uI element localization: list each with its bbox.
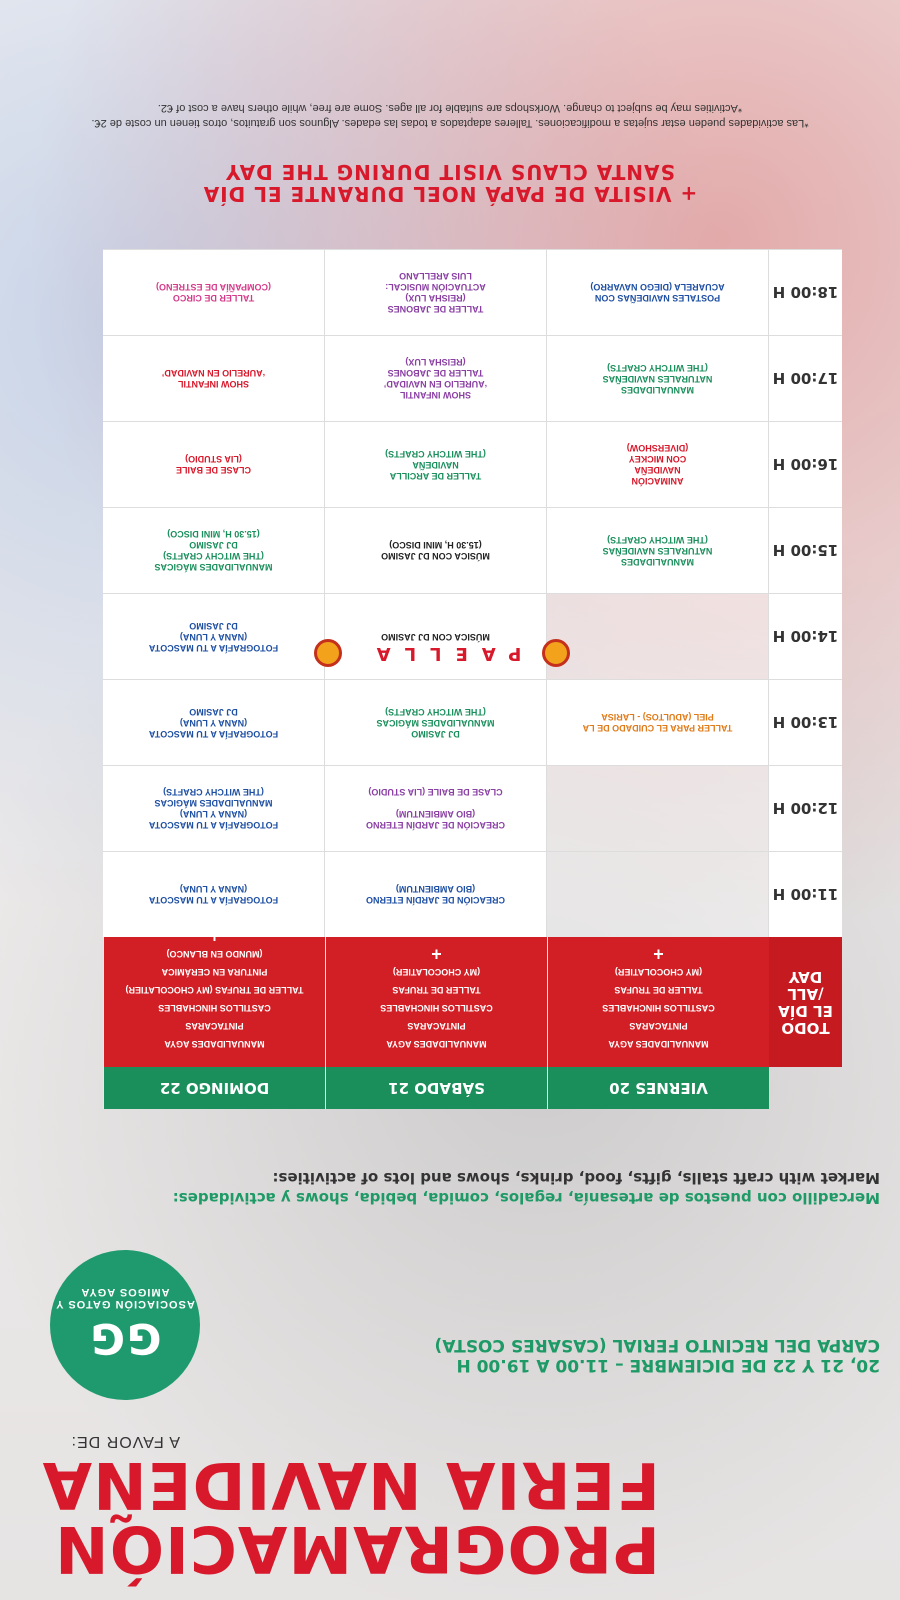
logo-ring-text: ASOCIACIÓN GATOS Y AMIGOS AGYA <box>55 1286 195 1311</box>
activity-text: TALLER DE JABONES (REISHA LUX) ACTUACIÓN MUSICAL: LUIS ARELLANO <box>385 271 486 315</box>
activity-text: FOTOGRAFÍA A TU MASCOTA (NANA Y LUNA) DJ JASIMO <box>148 621 279 653</box>
disclaimer-es: *Las actividades pueden estar sujetas a modificaciones. Talleres adaptados a todas las edades. Algunos son gratuitos, otros tienen un coste de 2€. <box>91 117 809 129</box>
allday-cell-sunday <box>103 937 325 1067</box>
schedule-row <box>57 421 842 507</box>
activity-text: CREACIÓN DE JARDÍN ETERNO (BIO AMBIENTUM) <box>366 884 506 906</box>
activity-text: MANUALIDADES NATURALES NAVIDEÑAS (THE WITCHY CRAFTS) <box>602 363 713 395</box>
schedule-row <box>57 765 842 851</box>
activity-cell <box>325 335 547 421</box>
time-slot: 18:00 H <box>769 249 842 335</box>
allday-text: MANUALIDADES AGYA PINTACARAS CASTILLOS HINCHABLES TALLER DE TRUFAS (MY CHOCOLATIER) PINTURA EN CERÁMICA (MUNDO EN BLANCO) <box>125 949 304 1049</box>
allday-cell-saturday <box>325 937 547 1067</box>
activity-cell <box>325 679 547 765</box>
activity-cell <box>325 507 547 593</box>
activity-cell <box>103 765 325 851</box>
activity-cell <box>547 507 769 593</box>
activity-text: SHOW INFANTIL ‘AURELIO EN NAVIDAD’ TALLER DE JABONES (REISHA LUX) <box>383 357 488 401</box>
schedule-table <box>57 249 842 1109</box>
market-text-es: Mercadillo con puestos de artesanía, regalos, comida, bebida, shows y actividades: <box>172 1189 880 1207</box>
disclaimer-en: *Activities may be subject to change. Workshops are suitable for all ages. Some are free, while others have a cost of €2. <box>157 102 743 114</box>
activity-text: TALLER PARA EL CUIDADO DE LA PIEL (ADULTOS) - LARISA <box>582 712 733 734</box>
activity-text: FOTOGRAFÍA A TU MASCOTA (NANA Y LUNA) <box>148 884 279 906</box>
activity-text: DJ JASIMO MANUALIDADES MÁGICAS (THE WITCHY CRAFTS) <box>376 707 495 739</box>
market-description <box>20 1168 880 1208</box>
activity-cell <box>325 765 547 851</box>
time-slot: 14:00 H <box>769 593 842 679</box>
activity-text: MÚSICA CON DJ JASIMO <box>381 632 490 642</box>
schedule-rows <box>57 249 842 937</box>
activity-cell <box>547 421 769 507</box>
favor-label: A FAVOR DE: <box>70 1433 180 1450</box>
plus-icon: + <box>431 944 442 964</box>
activity-text: TALLER DE ARCILLA NAVIDEÑA (THE WITCHY CRAFTS) <box>385 449 486 481</box>
title-line-1: PROGRAMACIÓN <box>54 1511 660 1585</box>
activity-text: FOTOGRAFÍA A TU MASCOTA (NANA Y LUNA) MANUALIDADES MÁGICAS (THE WITCHY CRAFTS) <box>148 787 279 831</box>
paella-label: PAELLA <box>362 643 522 664</box>
time-slot: 12:00 H <box>769 765 842 851</box>
poster-title <box>20 1447 660 1585</box>
day-header-saturday: SÁBADO 21 <box>325 1067 547 1109</box>
schedule-row <box>57 851 842 937</box>
activity-text: MÚSICA CON DJ JASIMO (15.30 H, MINI DISCO) <box>381 540 490 562</box>
paella-banner <box>142 639 742 667</box>
paella-pan-icon <box>314 639 342 667</box>
activity-text: FOTOGRAFÍA A TU MASCOTA (NANA Y LUNA) DJ JASIMO <box>148 707 279 739</box>
allday-label: TODO EL DÍA /ALL DAY <box>769 937 842 1067</box>
schedule-row <box>57 507 842 593</box>
activity-cell <box>547 335 769 421</box>
allday-text: MANUALIDADES AGYA PINTACARAS CASTILLOS HINCHABLES TALLER DE TRUFAS (MY CHOCOLATIER) <box>380 967 493 1049</box>
schedule-row <box>57 679 842 765</box>
logo-cat-monogram: GG <box>88 1314 162 1364</box>
activity-cell <box>103 851 325 937</box>
schedule-row <box>57 249 842 335</box>
time-slot: 17:00 H <box>769 335 842 421</box>
market-text-en: Market with craft stalls, gifts, food, drinks, shows and lots of activities: <box>272 1169 880 1187</box>
activity-cell <box>547 679 769 765</box>
activity-text: CREACIÓN DE JARDÍN ETERNO (BIO AMBIENTUM) CLASE DE BAILE (LIA STUDIO) <box>366 787 506 831</box>
activity-cell <box>325 421 547 507</box>
activity-cell <box>547 249 769 335</box>
activity-text: POSTALES NAVIDEÑAS CON ACUARELA (DIEGO NAVARRO) <box>590 282 725 304</box>
activity-cell <box>103 421 325 507</box>
activity-text: SHOW INFANTIL ‘AURELIO EN NAVIDAD’ <box>161 368 266 390</box>
disclaimer <box>40 100 860 130</box>
schedule-row <box>57 335 842 421</box>
agya-logo <box>50 1250 200 1400</box>
paella-pan-icon <box>542 639 570 667</box>
santa-visit-en: SANTA CLAUS VISIT DURING THE DAY <box>225 160 675 184</box>
day-header-row <box>57 1067 769 1109</box>
time-slot: 11:00 H <box>769 851 842 937</box>
title-line-2: FERIA NAVIDEÑA <box>41 1447 660 1521</box>
activity-cell <box>325 851 547 937</box>
santa-visit-es: + VISITA DE PAPÁ NOEL DURANTE EL DÍA <box>202 182 698 206</box>
allday-text: MANUALIDADES AGYA PINTACARAS CASTILLOS HINCHABLES TALLER DE TRUFAS (MY CHOCOLATIER) <box>602 967 715 1049</box>
time-slot: 15:00 H <box>769 507 842 593</box>
dates-line-1: 20, 21 Y 22 DE DICIEMBRE – 11.00 A 19.00 H <box>456 1355 880 1375</box>
activity-cell <box>103 679 325 765</box>
activity-cell <box>103 249 325 335</box>
activity-text: MANUALIDADES MÁGICAS (THE WITCHY CRAFTS) DJ JASIMO (15.30 H, MINI DISCO) <box>154 529 273 573</box>
event-dates <box>280 1335 880 1375</box>
allday-cell-friday <box>547 937 769 1067</box>
plus-icon: + <box>653 944 664 964</box>
time-slot: 16:00 H <box>769 421 842 507</box>
activity-cell <box>547 765 769 851</box>
day-header-friday: VIERNES 20 <box>547 1067 769 1109</box>
activity-cell <box>547 851 769 937</box>
activity-cell <box>103 335 325 421</box>
dates-line-2: CARPA DEL RECINTO FERIAL (CASARES COSTA) <box>434 1335 880 1355</box>
activity-text: TALLER DE CIRCO (COMPAÑÍA DE ESTRENO) <box>156 282 272 304</box>
allday-row <box>57 937 842 1067</box>
activity-text: MANUALIDADES NATURALES NAVIDEÑAS (THE WITCHY CRAFTS) <box>602 535 713 567</box>
time-slot: 13:00 H <box>769 679 842 765</box>
activity-text: CLASE DE BAILE (LIA STUDIO) <box>176 454 252 476</box>
activity-cell <box>103 507 325 593</box>
activity-cell <box>325 249 547 335</box>
activity-text: ANIMACIÓN NAVIDEÑA CON MICKEY (DIVERSHOW) <box>626 443 689 487</box>
santa-visit <box>20 161 880 205</box>
day-header-sunday: DOMINGO 22 <box>103 1067 325 1109</box>
